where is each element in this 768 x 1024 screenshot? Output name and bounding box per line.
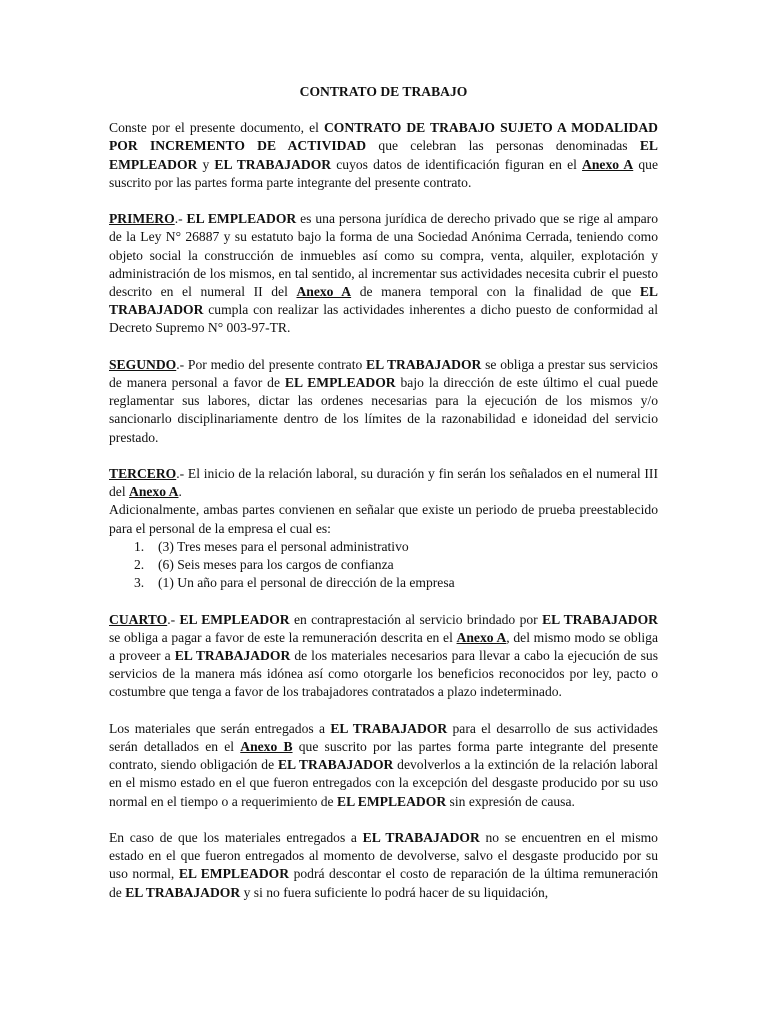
materiales-trabajador: EL TRABAJADOR [330,720,448,736]
segundo-trabajador: EL TRABAJADOR [366,356,482,372]
clause-cuarto [109,611,658,702]
intro-text-4: cuyos datos de identificación figuran en el [331,156,583,172]
clause-tercero-heading: TERCERO [109,466,177,482]
intro-text-2: que celebran las personas denominadas [366,138,640,154]
segundo-text-1: .- Por medio del presente contrato [176,356,367,372]
materiales-text-3: que suscrito por las partes forma parte integrante del presente contrato, siendo obligación de [109,739,658,773]
list-item-text: (1) Un año para el personal de dirección de la empresa [158,575,455,591]
materiales-anexo-b: Anexo B [240,739,293,755]
intro-anexo-a: Anexo A [582,156,634,172]
list-item [109,538,658,556]
list-item-text: (3) Tres meses para el personal administrativo [158,538,409,554]
caso-trabajador: EL TRABAJADOR [362,830,480,846]
materiales-text-5: sin expresión de causa. [446,793,575,809]
caso-paragraph [109,829,658,902]
tercero-anexo-a: Anexo A [129,484,179,500]
intro-empleador: EL EMPLEADOR [109,138,658,172]
cuarto-text-4: , del mismo modo se obliga a proveer a [109,629,658,664]
clause-tercero [109,465,658,501]
cuarto-text-1: .- [167,611,180,627]
clause-segundo [109,356,658,447]
list-item-number: 3. [134,575,145,591]
clause-primero [109,210,658,337]
cuarto-trabajador: EL TRABAJADOR [542,611,658,627]
list-item-number: 1. [134,538,145,554]
segundo-empleador: EL EMPLEADOR [284,375,396,391]
caso-trabajador-2: EL TRABAJADOR [125,884,241,900]
primero-text-3: de manera temporal con la finalidad de que [351,284,640,300]
intro-text-3: y [197,156,215,172]
list-item-number: 2. [134,557,145,573]
tercero-text-1: .- El inicio de la relación laboral, su duración y fin serán los señalados en el numeral III del [109,466,658,500]
primero-empleador: EL EMPLEADOR [186,211,297,227]
intro-text-5: que suscrito por las partes forma parte integrante del presente contrato. [109,156,658,190]
intro-contract-type: CONTRATO DE TRABAJO SUJETO A MODALIDAD POR INCREMENTO DE ACTIVIDAD [109,120,658,154]
caso-text-2: no se encuentren en el mismo estado en el que fueron entregados al momento de devolverse, salvo el desgaste producido por su uso normal, [109,830,658,882]
caso-text-3: podrá descontar el costo de reparación de la última remuneración de [109,866,658,900]
primero-text-2: es una persona jurídica de derecho privado que se rige al amparo de la Ley N° 26887 y su estatuto bajo la forma de una Sociedad Anónima Cerrada, teniendo como objeto social la construcción de inmuebles así como su compra, venta, alquiler, explotación y administración de los mismos, en tal sentido, al incrementar sus actividades necesita cubrir el puesto descrito en el numeral II del [109,211,658,300]
document-body [109,83,658,902]
materiales-text-1: Los materiales que serán entregados a [109,720,331,736]
caso-empleador: EL EMPLEADOR [178,866,290,882]
cuarto-text-2: en contraprestación al servicio brindado por [289,611,543,627]
clause-cuarto-heading: CUARTO [109,611,168,627]
list-item-text: (6) Seis meses para los cargos de confianza [158,557,394,573]
segundo-text-2: se obliga a prestar sus servicios de manera personal a favor de [109,356,658,391]
cuarto-text-5: de los materiales necesarios para llevar a cabo la ejecución de sus servicios de la manera más idónea así como otorgarle los beneficios reconocidos por ley, pacto o costumbre que tenga a favor de los trabajadores contratados a plazo indeterminado. [109,648,658,700]
segundo-text-3: bajo la dirección de este último el cual puede reglamentar sus labores, dictar las ordenes necesarias para la ejecución de los mismos y/o sancionarlo disciplinariamente dentro de los límites de la razonabilidad e idoneidad del servicio prestado. [109,375,658,445]
materiales-text-4: devolverlos a la extinción de la relación laboral en el mismo estado en el que fueron entregados con la excepción del desgaste producido por su uso normal en el tiempo o a requerimiento de [109,757,658,809]
primero-text-1: .- [174,211,187,227]
intro-trabajador: EL TRABAJADOR [214,156,332,172]
trial-period-list [109,538,658,593]
cuarto-trabajador-2: EL TRABAJADOR [174,648,291,664]
cuarto-text-3: se obliga a pagar a favor de este la remuneración descrita en el [109,629,457,645]
primero-anexo-a: Anexo A [296,284,352,300]
clause-segundo-heading: SEGUNDO [109,356,177,372]
tercero-prueba-paragraph: Adicionalmente, ambas partes convienen en señalar que existe un periodo de prueba preestablecido para el personal de la empresa el cual es: [109,502,658,536]
list-item [109,574,658,592]
caso-text-1: En caso de que los materiales entregados a [109,830,363,846]
clause-primero-heading: PRIMERO [109,211,175,227]
intro-text-1: Conste por el presente documento, el [109,120,324,136]
materiales-empleador: EL EMPLEADOR [337,793,447,809]
materiales-text-2: para el desarrollo de sus actividades serán detallados en el [109,720,658,755]
cuarto-anexo-a: Anexo A [456,629,507,645]
tercero-text-2: . [178,484,182,500]
intro-paragraph [109,119,658,192]
caso-text-4: y si no fuera suficiente lo podrá hacer de su liquidación, [240,884,549,900]
materiales-trabajador-2: EL TRABAJADOR [277,757,394,773]
document-title: CONTRATO DE TRABAJO [299,84,468,99]
primero-trabajador: EL TRABAJADOR [109,284,658,318]
list-item [109,556,658,574]
cuarto-empleador: EL EMPLEADOR [179,611,290,627]
primero-text-4: cumpla con realizar las actividades inherentes a dicho puesto de conformidad al Decreto Supremo N° 003-97-TR. [109,302,658,336]
materiales-paragraph [109,720,658,811]
